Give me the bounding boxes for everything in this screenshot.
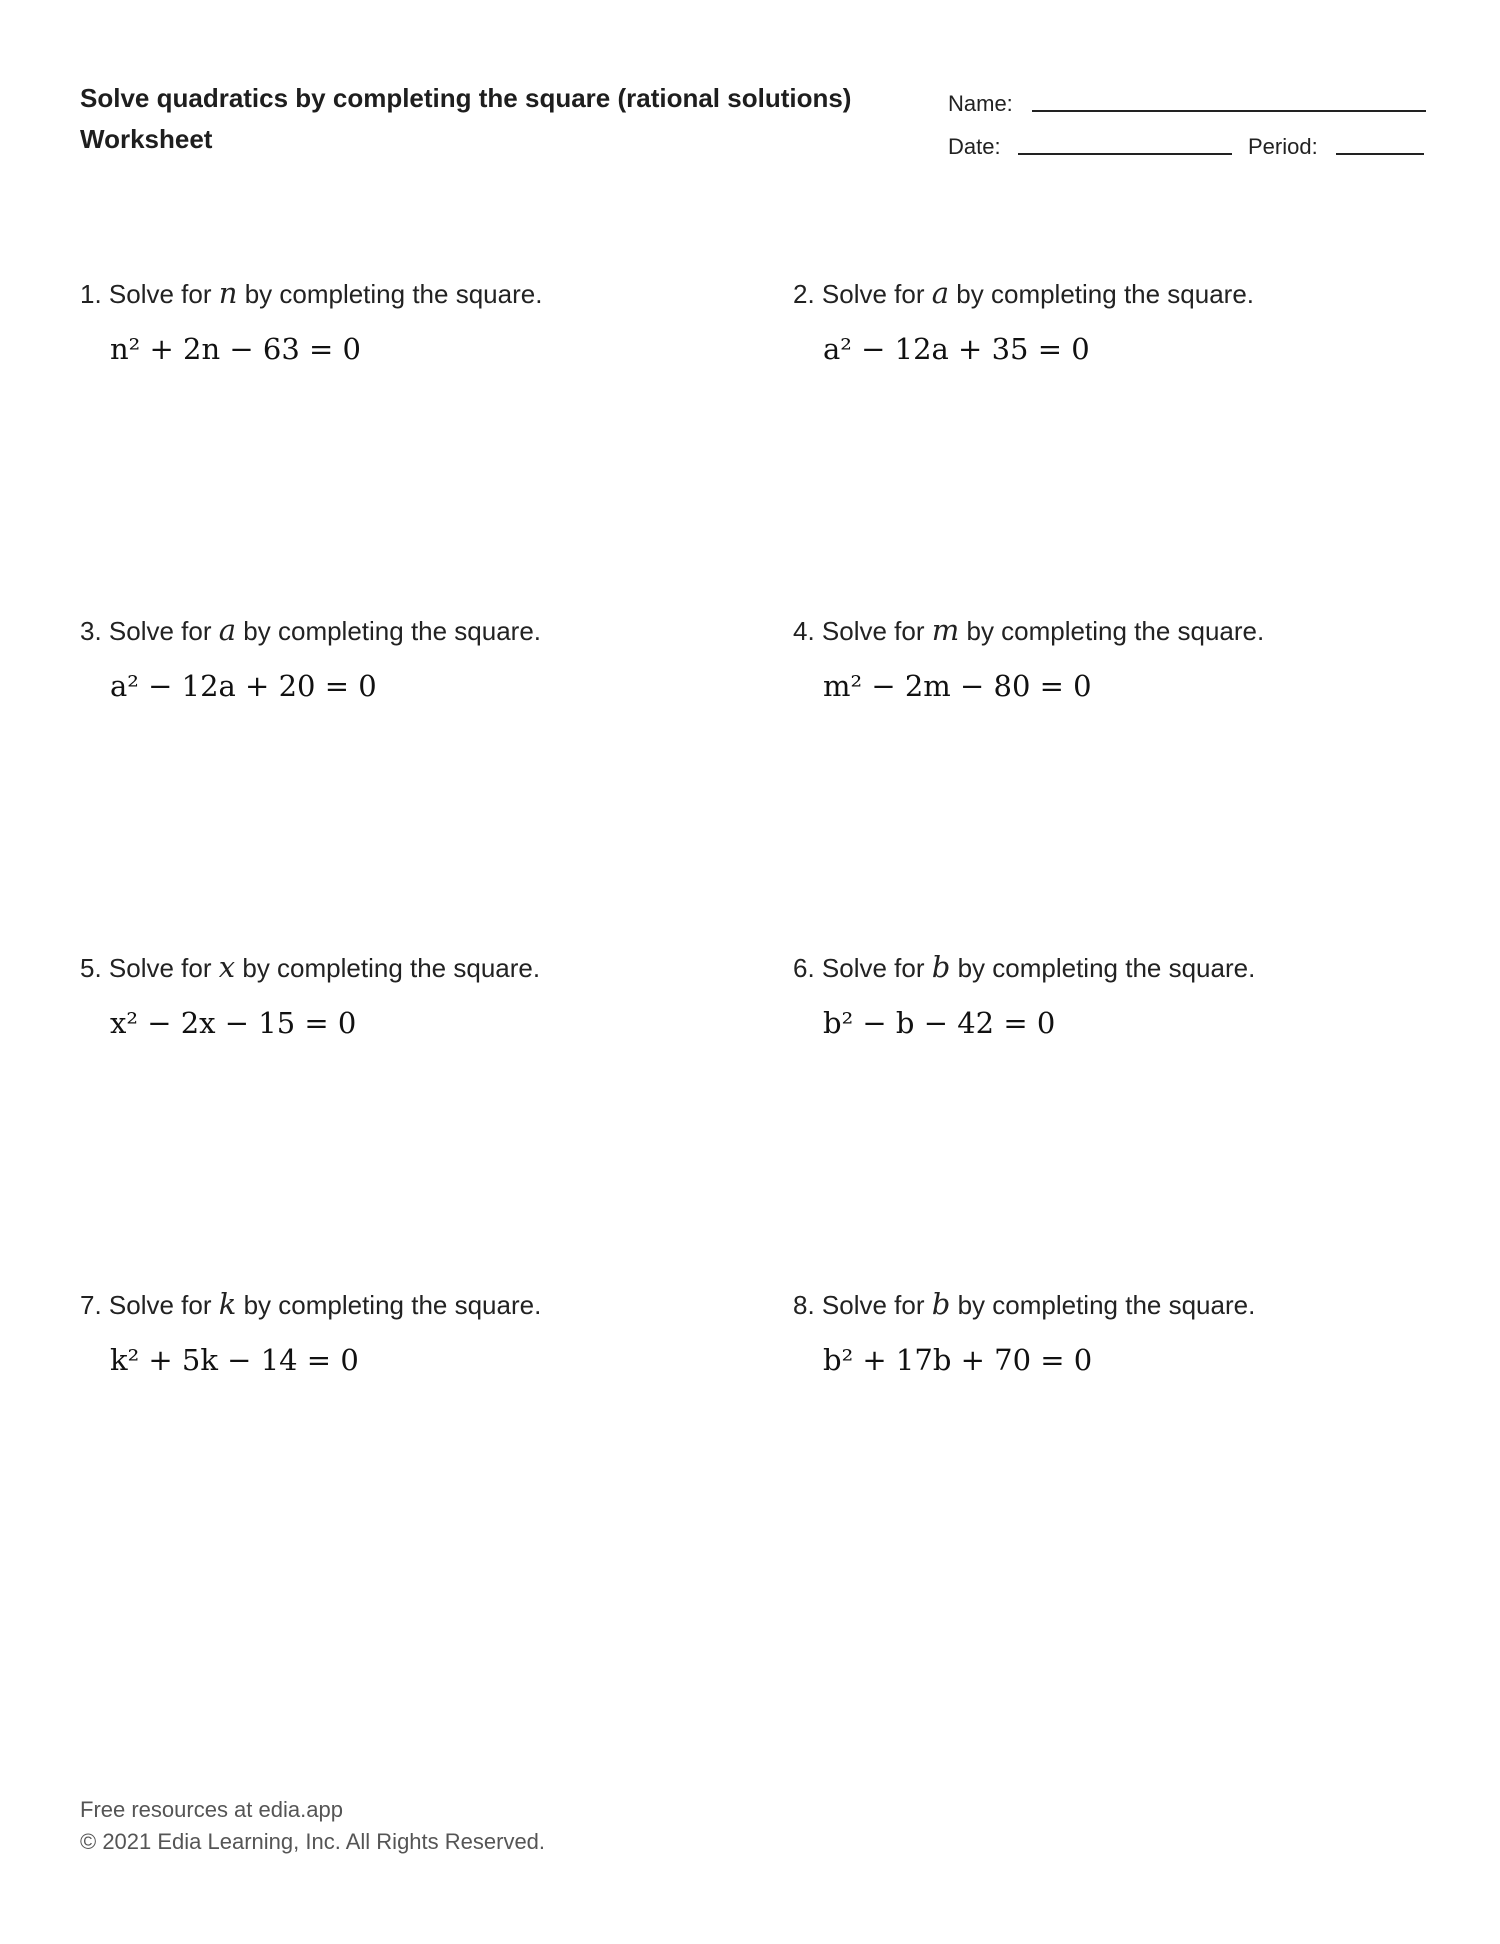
problem-variable: a — [931, 276, 950, 310]
prompt-prefix: Solve for — [108, 953, 212, 983]
problem-prompt — [80, 276, 700, 310]
problem-number: 8. — [793, 1290, 815, 1320]
problem-prompt — [793, 1287, 1413, 1321]
problem-8 — [793, 1287, 1413, 1377]
problem-variable: b — [931, 1287, 951, 1321]
period-line[interactable] — [1336, 153, 1424, 155]
problem-prompt — [793, 950, 1413, 984]
problem-variable: b — [931, 950, 951, 984]
prompt-suffix: by completing the square. — [244, 279, 543, 309]
problem-equation: k² + 5k − 14 = 0 — [110, 1343, 359, 1377]
problem-equation: b² − b − 42 = 0 — [823, 1006, 1056, 1040]
prompt-prefix: Solve for — [108, 1290, 212, 1320]
problem-variable: a — [218, 613, 237, 647]
prompt-suffix: by completing the square. — [966, 616, 1265, 646]
problem-prompt — [793, 613, 1413, 647]
problem-6 — [793, 950, 1413, 1040]
problem-equation: b² + 17b + 70 = 0 — [823, 1343, 1093, 1377]
date-label: Date: — [948, 134, 1001, 159]
problem-equation: n² + 2n − 63 = 0 — [110, 332, 361, 366]
prompt-prefix: Solve for — [821, 1290, 925, 1320]
problem-equation: x² − 2x − 15 = 0 — [110, 1006, 357, 1040]
problem-number: 7. — [80, 1290, 102, 1320]
problem-variable: k — [218, 1287, 237, 1321]
period-label: Period: — [1248, 134, 1318, 159]
footer-resources: Free resources at edia.app — [80, 1797, 343, 1822]
problem-variable: m — [931, 613, 960, 647]
prompt-prefix: Solve for — [821, 616, 925, 646]
problem-2 — [793, 276, 1413, 366]
prompt-suffix: by completing the square. — [243, 1290, 542, 1320]
problem-prompt — [80, 950, 700, 984]
problem-number: 1. — [80, 279, 102, 309]
problem-prompt — [80, 1287, 700, 1321]
name-label: Name: — [948, 91, 1013, 116]
problem-7 — [80, 1287, 700, 1377]
prompt-prefix: Solve for — [108, 616, 212, 646]
date-line[interactable] — [1018, 153, 1232, 155]
worksheet-subtitle: Worksheet — [80, 124, 213, 154]
problem-1 — [80, 276, 700, 366]
problem-prompt — [793, 276, 1413, 310]
problem-3 — [80, 613, 700, 703]
problem-number: 6. — [793, 953, 815, 983]
prompt-suffix: by completing the square. — [957, 1290, 1256, 1320]
problem-number: 3. — [80, 616, 102, 646]
prompt-suffix: by completing the square. — [956, 279, 1255, 309]
worksheet-title: Solve quadratics by completing the square (rational solutions) — [80, 83, 852, 113]
prompt-suffix: by completing the square. — [242, 953, 541, 983]
name-line[interactable] — [1032, 110, 1426, 112]
prompt-prefix: Solve for — [821, 279, 925, 309]
problem-equation: m² − 2m − 80 = 0 — [823, 669, 1092, 703]
problem-number: 4. — [793, 616, 815, 646]
problem-variable: x — [218, 950, 236, 984]
prompt-suffix: by completing the square. — [243, 616, 542, 646]
problem-4 — [793, 613, 1413, 703]
problem-equation: a² − 12a + 35 = 0 — [823, 332, 1090, 366]
problem-variable: n — [218, 276, 238, 310]
prompt-suffix: by completing the square. — [957, 953, 1256, 983]
footer-copyright: © 2021 Edia Learning, Inc. All Rights Reserved. — [80, 1829, 546, 1854]
problem-equation: a² − 12a + 20 = 0 — [110, 669, 377, 703]
problem-number: 5. — [80, 953, 102, 983]
problem-prompt — [80, 613, 700, 647]
problem-5 — [80, 950, 700, 1040]
prompt-prefix: Solve for — [108, 279, 212, 309]
problem-number: 2. — [793, 279, 815, 309]
prompt-prefix: Solve for — [821, 953, 925, 983]
